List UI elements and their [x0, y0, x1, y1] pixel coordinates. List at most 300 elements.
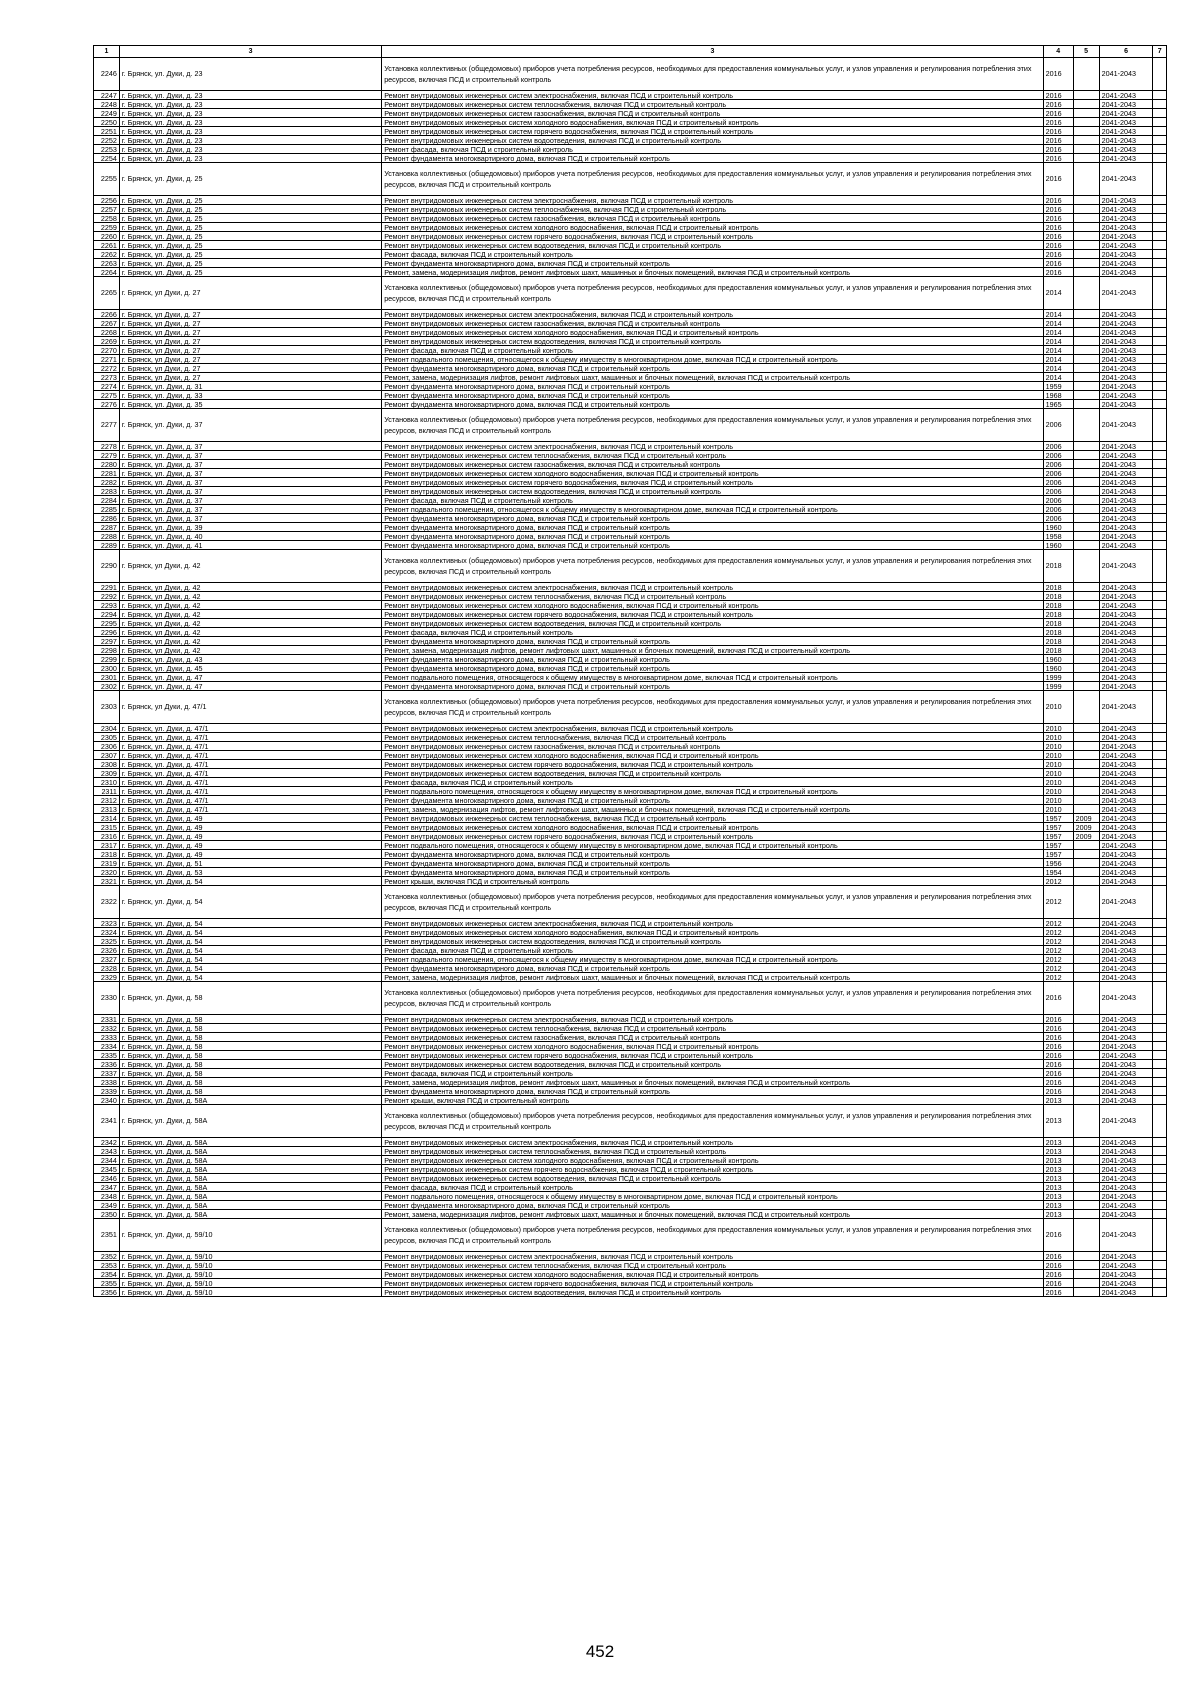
row-number: 2259	[94, 223, 120, 232]
row-col-7	[1153, 232, 1167, 241]
row-work-type: Ремонт подвального помещения, относящегося к общему имуществу в многоквартирном доме, включая ПСД и строительный контроль	[382, 673, 1043, 682]
row-year-built: 2006	[1043, 442, 1073, 451]
row-year-repair	[1073, 58, 1099, 91]
row-year-built: 2014	[1043, 373, 1073, 382]
row-address: г. Брянск, ул. Дуки, д. 58А	[119, 1192, 381, 1201]
row-work-type: Ремонт внутридомовых инженерных систем электроснабжения, включая ПСД и строительный контроль	[382, 1252, 1043, 1261]
row-col-7	[1153, 859, 1167, 868]
row-address: г. Брянск, ул. Дуки, д. 58	[119, 1078, 381, 1087]
row-number: 2282	[94, 478, 120, 487]
row-number: 2287	[94, 523, 120, 532]
table-row	[94, 742, 1167, 751]
row-number: 2296	[94, 628, 120, 637]
row-address: г. Брянск, ул. Дуки, д. 23	[119, 109, 381, 118]
row-col-7	[1153, 1270, 1167, 1279]
row-address: г. Брянск, ул. Дуки, д. 58А	[119, 1147, 381, 1156]
row-address: г. Брянск, ул. Дуки, д. 58А	[119, 1174, 381, 1183]
row-address: г. Брянск, ул. Дуки, д. 58	[119, 1033, 381, 1042]
row-year-built: 1957	[1043, 832, 1073, 841]
row-number: 2316	[94, 832, 120, 841]
row-col-7	[1153, 742, 1167, 751]
row-work-type: Ремонт внутридомовых инженерных систем холодного водоснабжения, включая ПСД и строительный контроль	[382, 823, 1043, 832]
row-year-built: 2010	[1043, 751, 1073, 760]
row-year-repair	[1073, 946, 1099, 955]
row-year-built: 2006	[1043, 478, 1073, 487]
row-year-repair	[1073, 214, 1099, 223]
row-year-built: 2016	[1043, 241, 1073, 250]
row-address: г. Брянск, ул Дуки, д. 42	[119, 637, 381, 646]
row-year-repair	[1073, 1261, 1099, 1270]
row-year-repair	[1073, 1279, 1099, 1288]
table-row	[94, 532, 1167, 541]
table-row	[94, 637, 1167, 646]
row-number: 2327	[94, 955, 120, 964]
row-address: г. Брянск, ул. Дуки, д. 58	[119, 1060, 381, 1069]
row-number: 2344	[94, 1156, 120, 1165]
table-row	[94, 232, 1167, 241]
row-address: г. Брянск, ул. Дуки, д. 25	[119, 196, 381, 205]
row-address: г. Брянск, ул. Дуки, д. 49	[119, 841, 381, 850]
table-row	[94, 769, 1167, 778]
row-address: г. Брянск, ул. Дуки, д. 47/1	[119, 751, 381, 760]
row-work-type: Ремонт внутридомовых инженерных систем водоотведения, включая ПСД и строительный контроль	[382, 619, 1043, 628]
row-number: 2247	[94, 91, 120, 100]
row-number: 2301	[94, 673, 120, 682]
row-col-7	[1153, 241, 1167, 250]
row-year-built: 1965	[1043, 400, 1073, 409]
row-year-built: 2016	[1043, 1042, 1073, 1051]
row-col-7	[1153, 1087, 1167, 1096]
row-number: 2256	[94, 196, 120, 205]
row-period: 2041-2043	[1099, 514, 1153, 523]
table-row	[94, 823, 1167, 832]
row-number: 2298	[94, 646, 120, 655]
row-address: г. Брянск, ул. Дуки, д. 31	[119, 382, 381, 391]
row-col-7	[1153, 733, 1167, 742]
row-work-type: Ремонт фундамента многоквартирного дома, включая ПСД и строительный контроль	[382, 1201, 1043, 1210]
row-number: 2264	[94, 268, 120, 277]
row-period: 2041-2043	[1099, 1096, 1153, 1105]
row-address: г. Брянск, ул Дуки, д. 27	[119, 346, 381, 355]
row-address: г. Брянск, ул. Дуки, д. 58А	[119, 1165, 381, 1174]
row-col-7	[1153, 1279, 1167, 1288]
row-year-built: 2014	[1043, 364, 1073, 373]
row-period: 2041-2043	[1099, 373, 1153, 382]
row-work-type: Ремонт фасада, включая ПСД и строительный контроль	[382, 496, 1043, 505]
row-year-repair	[1073, 541, 1099, 550]
row-col-7	[1153, 223, 1167, 232]
row-year-built: 2006	[1043, 451, 1073, 460]
row-address: г. Брянск, ул. Дуки, д. 59/10	[119, 1270, 381, 1279]
row-col-7	[1153, 145, 1167, 154]
row-year-built: 2006	[1043, 505, 1073, 514]
row-year-repair	[1073, 733, 1099, 742]
row-period: 2041-2043	[1099, 214, 1153, 223]
row-col-7	[1153, 109, 1167, 118]
row-col-7	[1153, 196, 1167, 205]
row-work-type: Ремонт внутридомовых инженерных систем водоотведения, включая ПСД и строительный контроль	[382, 136, 1043, 145]
table-row	[94, 145, 1167, 154]
row-address: г. Брянск, ул. Дуки, д. 58	[119, 1042, 381, 1051]
row-period: 2041-2043	[1099, 1270, 1153, 1279]
row-col-7	[1153, 1096, 1167, 1105]
row-period: 2041-2043	[1099, 1051, 1153, 1060]
table-row	[94, 1078, 1167, 1087]
row-year-built: 2016	[1043, 1060, 1073, 1069]
row-year-repair	[1073, 523, 1099, 532]
table-header	[94, 46, 1167, 58]
row-period: 2041-2043	[1099, 1252, 1153, 1261]
row-period: 2041-2043	[1099, 664, 1153, 673]
row-year-built: 2013	[1043, 1147, 1073, 1156]
header-row	[94, 46, 1167, 58]
row-work-type: Ремонт внутридомовых инженерных систем холодного водоснабжения, включая ПСД и строительный контроль	[382, 601, 1043, 610]
table-body	[94, 58, 1167, 1297]
row-number: 2260	[94, 232, 120, 241]
table-row	[94, 1024, 1167, 1033]
row-address: г. Брянск, ул. Дуки, д. 40	[119, 532, 381, 541]
row-year-built: 2013	[1043, 1210, 1073, 1219]
row-period: 2041-2043	[1099, 778, 1153, 787]
row-period: 2041-2043	[1099, 337, 1153, 346]
table-row	[94, 1192, 1167, 1201]
row-period: 2041-2043	[1099, 277, 1153, 310]
row-number: 2248	[94, 100, 120, 109]
row-col-7	[1153, 928, 1167, 937]
row-address: г. Брянск, ул. Дуки, д. 47/1	[119, 760, 381, 769]
row-work-type: Установка коллективных (общедомовых) приборов учета потребления ресурсов, необходимых для предоставления коммунальных услуг, и узлов управления и регулирования потребления этих ресурсов, включая ПСД и строительный контроль	[382, 277, 1043, 310]
row-work-type: Ремонт фасада, включая ПСД и строительный контроль	[382, 628, 1043, 637]
row-work-type: Ремонт фундамента многоквартирного дома, включая ПСД и строительный контроль	[382, 364, 1043, 373]
row-period: 2041-2043	[1099, 592, 1153, 601]
row-address: г. Брянск, ул. Дуки, д. 25	[119, 259, 381, 268]
row-work-type: Ремонт внутридомовых инженерных систем горячего водоснабжения, включая ПСД и строительный контроль	[382, 1051, 1043, 1060]
row-col-7	[1153, 514, 1167, 523]
row-col-7	[1153, 805, 1167, 814]
row-year-repair	[1073, 337, 1099, 346]
row-year-built: 2012	[1043, 937, 1073, 946]
row-address: г. Брянск, ул. Дуки, д. 37	[119, 478, 381, 487]
row-number: 2333	[94, 1033, 120, 1042]
row-work-type: Ремонт внутридомовых инженерных систем горячего водоснабжения, включая ПСД и строительный контроль	[382, 232, 1043, 241]
row-col-7	[1153, 355, 1167, 364]
row-period: 2041-2043	[1099, 1015, 1153, 1024]
row-number: 2321	[94, 877, 120, 886]
row-year-built: 2016	[1043, 1078, 1073, 1087]
row-year-built: 2014	[1043, 346, 1073, 355]
row-period: 2041-2043	[1099, 496, 1153, 505]
row-year-repair	[1073, 619, 1099, 628]
row-col-7	[1153, 523, 1167, 532]
row-year-built: 1957	[1043, 841, 1073, 850]
row-address: г. Брянск, ул Дуки, д. 27	[119, 355, 381, 364]
row-period: 2041-2043	[1099, 250, 1153, 259]
row-year-repair	[1073, 1096, 1099, 1105]
table-row	[94, 841, 1167, 850]
row-period: 2041-2043	[1099, 391, 1153, 400]
row-year-built: 1959	[1043, 382, 1073, 391]
table-row	[94, 442, 1167, 451]
row-work-type: Ремонт фасада, включая ПСД и строительный контроль	[382, 346, 1043, 355]
row-year-repair	[1073, 664, 1099, 673]
row-work-type: Ремонт внутридомовых инженерных систем водоотведения, включая ПСД и строительный контроль	[382, 937, 1043, 946]
row-col-7	[1153, 1219, 1167, 1252]
row-col-7	[1153, 646, 1167, 655]
row-number: 2322	[94, 886, 120, 919]
row-year-built: 2016	[1043, 223, 1073, 232]
row-year-built: 2018	[1043, 583, 1073, 592]
row-address: г. Брянск, ул. Дуки, д. 25	[119, 163, 381, 196]
table-row	[94, 691, 1167, 724]
row-col-7	[1153, 1174, 1167, 1183]
table-row	[94, 1096, 1167, 1105]
row-work-type: Ремонт внутридомовых инженерных систем газоснабжения, включая ПСД и строительный контроль	[382, 109, 1043, 118]
header-col-7: 7	[1153, 46, 1167, 58]
table-row	[94, 277, 1167, 310]
row-number: 2279	[94, 451, 120, 460]
row-address: г. Брянск, ул Дуки, д. 27	[119, 373, 381, 382]
row-period: 2041-2043	[1099, 964, 1153, 973]
row-number: 2303	[94, 691, 120, 724]
row-work-type: Ремонт подвального помещения, относящегося к общему имуществу в многоквартирном доме, включая ПСД и строительный контроль	[382, 787, 1043, 796]
row-work-type: Ремонт внутридомовых инженерных систем холодного водоснабжения, включая ПСД и строительный контроль	[382, 751, 1043, 760]
row-col-7	[1153, 250, 1167, 259]
row-year-repair	[1073, 469, 1099, 478]
row-col-7	[1153, 673, 1167, 682]
row-col-7	[1153, 319, 1167, 328]
row-number: 2314	[94, 814, 120, 823]
row-address: г. Брянск, ул. Дуки, д. 58А	[119, 1156, 381, 1165]
row-col-7	[1153, 1288, 1167, 1297]
row-address: г. Брянск, ул. Дуки, д. 23	[119, 100, 381, 109]
table-row	[94, 1042, 1167, 1051]
table-row	[94, 223, 1167, 232]
row-number: 2304	[94, 724, 120, 733]
row-number: 2258	[94, 214, 120, 223]
row-year-built: 2006	[1043, 409, 1073, 442]
row-address: г. Брянск, ул. Дуки, д. 47/1	[119, 805, 381, 814]
row-address: г. Брянск, ул. Дуки, д. 47/1	[119, 787, 381, 796]
row-col-7	[1153, 682, 1167, 691]
row-period: 2041-2043	[1099, 733, 1153, 742]
row-col-7	[1153, 277, 1167, 310]
row-period: 2041-2043	[1099, 487, 1153, 496]
table-row	[94, 751, 1167, 760]
row-address: г. Брянск, ул. Дуки, д. 37	[119, 460, 381, 469]
row-col-7	[1153, 1060, 1167, 1069]
row-work-type: Ремонт внутридомовых инженерных систем холодного водоснабжения, включая ПСД и строительный контроль	[382, 469, 1043, 478]
row-work-type: Ремонт внутридомовых инженерных систем горячего водоснабжения, включая ПСД и строительный контроль	[382, 760, 1043, 769]
row-work-type: Ремонт внутридомовых инженерных систем теплоснабжения, включая ПСД и строительный контроль	[382, 1024, 1043, 1033]
row-number: 2263	[94, 259, 120, 268]
table-row	[94, 310, 1167, 319]
row-col-7	[1153, 136, 1167, 145]
row-work-type: Ремонт внутридомовых инженерных систем водоотведения, включая ПСД и строительный контроль	[382, 241, 1043, 250]
row-work-type: Ремонт внутридомовых инженерных систем теплоснабжения, включая ПСД и строительный контроль	[382, 451, 1043, 460]
row-work-type: Установка коллективных (общедомовых) приборов учета потребления ресурсов, необходимых для предоставления коммунальных услуг, и узлов управления и регулирования потребления этих ресурсов, включая ПСД и строительный контроль	[382, 163, 1043, 196]
row-year-repair	[1073, 442, 1099, 451]
row-work-type: Ремонт внутридомовых инженерных систем теплоснабжения, включая ПСД и строительный контроль	[382, 205, 1043, 214]
table-row	[94, 1261, 1167, 1270]
row-period: 2041-2043	[1099, 805, 1153, 814]
table-row	[94, 787, 1167, 796]
row-number: 2338	[94, 1078, 120, 1087]
row-number: 2311	[94, 787, 120, 796]
row-col-7	[1153, 724, 1167, 733]
row-number: 2345	[94, 1165, 120, 1174]
row-address: г. Брянск, ул. Дуки, д. 25	[119, 214, 381, 223]
row-address: г. Брянск, ул. Дуки, д. 47/1	[119, 778, 381, 787]
row-col-7	[1153, 337, 1167, 346]
row-year-built: 2013	[1043, 1105, 1073, 1138]
row-address: г. Брянск, ул. Дуки, д. 58	[119, 1087, 381, 1096]
row-number: 2295	[94, 619, 120, 628]
row-year-repair	[1073, 1069, 1099, 1078]
row-col-7	[1153, 469, 1167, 478]
row-period: 2041-2043	[1099, 787, 1153, 796]
table-row	[94, 250, 1167, 259]
row-col-7	[1153, 505, 1167, 514]
row-col-7	[1153, 1033, 1167, 1042]
row-year-repair	[1073, 127, 1099, 136]
row-period: 2041-2043	[1099, 1174, 1153, 1183]
row-col-7	[1153, 964, 1167, 973]
row-period: 2041-2043	[1099, 355, 1153, 364]
row-year-built: 2010	[1043, 769, 1073, 778]
row-work-type: Ремонт внутридомовых инженерных систем водоотведения, включая ПСД и строительный контроль	[382, 487, 1043, 496]
table-row	[94, 592, 1167, 601]
row-work-type: Ремонт подвального помещения, относящегося к общему имуществу в многоквартирном доме, включая ПСД и строительный контроль	[382, 955, 1043, 964]
row-number: 2326	[94, 946, 120, 955]
row-year-built: 2010	[1043, 778, 1073, 787]
table-row	[94, 1279, 1167, 1288]
row-period: 2041-2043	[1099, 601, 1153, 610]
table-row	[94, 1165, 1167, 1174]
row-col-7	[1153, 610, 1167, 619]
row-address: г. Брянск, ул. Дуки, д. 25	[119, 205, 381, 214]
row-col-7	[1153, 832, 1167, 841]
row-year-repair	[1073, 223, 1099, 232]
table-row	[94, 109, 1167, 118]
row-period: 2041-2043	[1099, 1183, 1153, 1192]
row-year-built: 2010	[1043, 724, 1073, 733]
row-year-repair	[1073, 163, 1099, 196]
row-address: г. Брянск, ул. Дуки, д. 45	[119, 664, 381, 673]
row-number: 2262	[94, 250, 120, 259]
row-year-built: 2010	[1043, 805, 1073, 814]
row-number: 2328	[94, 964, 120, 973]
row-period: 2041-2043	[1099, 451, 1153, 460]
row-address: г. Брянск, ул. Дуки, д. 59/10	[119, 1261, 381, 1270]
row-address: г. Брянск, ул. Дуки, д. 43	[119, 655, 381, 664]
row-number: 2354	[94, 1270, 120, 1279]
row-work-type: Ремонт внутридомовых инженерных систем холодного водоснабжения, включая ПСД и строительный контроль	[382, 1270, 1043, 1279]
row-address: г. Брянск, ул. Дуки, д. 47	[119, 673, 381, 682]
row-number: 2294	[94, 610, 120, 619]
row-col-7	[1153, 1261, 1167, 1270]
row-year-repair	[1073, 1024, 1099, 1033]
row-year-built: 2010	[1043, 787, 1073, 796]
row-year-built: 2016	[1043, 1288, 1073, 1297]
table-row	[94, 1087, 1167, 1096]
row-work-type: Ремонт внутридомовых инженерных систем теплоснабжения, включая ПСД и строительный контроль	[382, 733, 1043, 742]
row-period: 2041-2043	[1099, 691, 1153, 724]
row-col-7	[1153, 487, 1167, 496]
table-row	[94, 1156, 1167, 1165]
row-period: 2041-2043	[1099, 619, 1153, 628]
row-period: 2041-2043	[1099, 1024, 1153, 1033]
row-period: 2041-2043	[1099, 1288, 1153, 1297]
row-period: 2041-2043	[1099, 928, 1153, 937]
table-row	[94, 673, 1167, 682]
row-year-repair	[1073, 550, 1099, 583]
row-address: г. Брянск, ул. Дуки, д. 58	[119, 1069, 381, 1078]
row-col-7	[1153, 1156, 1167, 1165]
row-col-7	[1153, 1192, 1167, 1201]
table-row	[94, 1138, 1167, 1147]
table-row	[94, 400, 1167, 409]
row-address: г. Брянск, ул. Дуки, д. 25	[119, 223, 381, 232]
row-number: 2315	[94, 823, 120, 832]
row-year-built: 2013	[1043, 1156, 1073, 1165]
row-number: 2302	[94, 682, 120, 691]
row-address: г. Брянск, ул. Дуки, д. 37	[119, 409, 381, 442]
row-period: 2041-2043	[1099, 946, 1153, 955]
row-year-built: 2016	[1043, 163, 1073, 196]
row-period: 2041-2043	[1099, 469, 1153, 478]
table-row	[94, 241, 1167, 250]
table-row	[94, 1288, 1167, 1297]
row-work-type: Ремонт фундамента многоквартирного дома, включая ПСД и строительный контроль	[382, 154, 1043, 163]
row-period: 2041-2043	[1099, 364, 1153, 373]
row-work-type: Ремонт фундамента многоквартирного дома, включая ПСД и строительный контроль	[382, 541, 1043, 550]
row-work-type: Ремонт внутридомовых инженерных систем холодного водоснабжения, включая ПСД и строительный контроль	[382, 223, 1043, 232]
row-number: 2251	[94, 127, 120, 136]
row-year-repair	[1073, 196, 1099, 205]
row-col-7	[1153, 886, 1167, 919]
row-year-built: 1999	[1043, 673, 1073, 682]
row-address: г. Брянск, ул. Дуки, д. 25	[119, 241, 381, 250]
row-col-7	[1153, 268, 1167, 277]
row-year-built: 2016	[1043, 1261, 1073, 1270]
table-row	[94, 319, 1167, 328]
row-year-repair	[1073, 1042, 1099, 1051]
row-year-repair	[1073, 601, 1099, 610]
row-year-repair	[1073, 868, 1099, 877]
row-col-7	[1153, 955, 1167, 964]
row-col-7	[1153, 982, 1167, 1015]
row-year-repair	[1073, 1051, 1099, 1060]
row-year-built: 1960	[1043, 655, 1073, 664]
row-col-7	[1153, 1183, 1167, 1192]
row-work-type: Ремонт фундамента многоквартирного дома, включая ПСД и строительный контроль	[382, 637, 1043, 646]
row-year-repair	[1073, 637, 1099, 646]
row-year-repair	[1073, 109, 1099, 118]
row-period: 2041-2043	[1099, 109, 1153, 118]
row-period: 2041-2043	[1099, 196, 1153, 205]
row-address: г. Брянск, ул. Дуки, д. 58А	[119, 1138, 381, 1147]
row-col-7	[1153, 691, 1167, 724]
row-work-type: Установка коллективных (общедомовых) приборов учета потребления ресурсов, необходимых для предоставления коммунальных услуг, и узлов управления и регулирования потребления этих ресурсов, включая ПСД и строительный контроль	[382, 1219, 1043, 1252]
row-work-type: Ремонт подвального помещения, относящегося к общему имуществу в многоквартирном доме, включая ПСД и строительный контроль	[382, 1192, 1043, 1201]
row-period: 2041-2043	[1099, 1165, 1153, 1174]
row-address: г. Брянск, ул. Дуки, д. 37	[119, 514, 381, 523]
row-period: 2041-2043	[1099, 1138, 1153, 1147]
row-period: 2041-2043	[1099, 1069, 1153, 1078]
row-address: г. Брянск, ул. Дуки, д. 37	[119, 469, 381, 478]
row-year-built: 2012	[1043, 964, 1073, 973]
table-row	[94, 382, 1167, 391]
